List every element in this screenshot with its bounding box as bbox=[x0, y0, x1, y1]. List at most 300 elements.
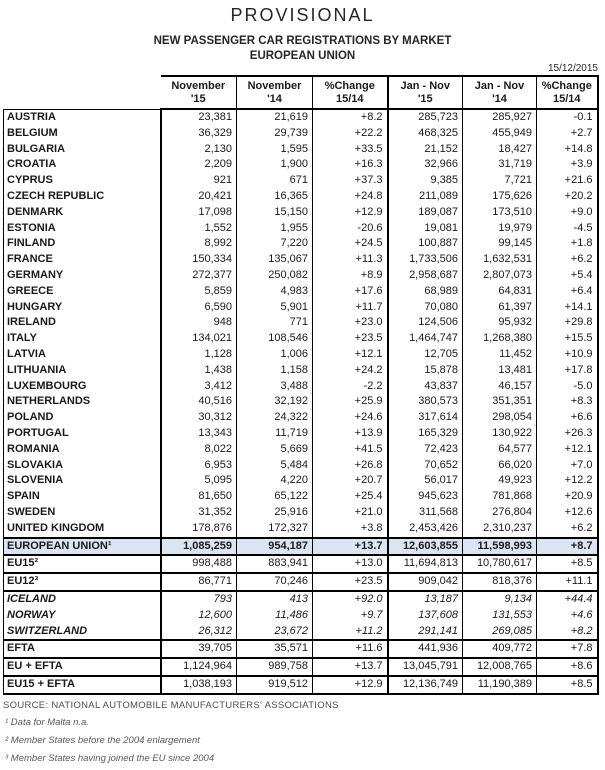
value-cell: 124,506 bbox=[388, 315, 463, 331]
value-cell: 70,246 bbox=[237, 573, 313, 591]
value-cell: +26.3 bbox=[537, 426, 598, 442]
footnote: ² Member States before the 2004 enlargement bbox=[5, 734, 200, 746]
value-cell: 1,158 bbox=[237, 363, 313, 379]
table-row bbox=[4, 173, 598, 189]
value-cell: 13,187 bbox=[388, 591, 463, 608]
value-cell: +24.6 bbox=[313, 410, 388, 426]
column-header-line1: November bbox=[171, 80, 226, 92]
value-cell: +7.0 bbox=[537, 458, 598, 474]
value-cell: +24.8 bbox=[313, 189, 388, 205]
table-header bbox=[4, 76, 598, 109]
column-header-line2: 15/14 bbox=[335, 93, 364, 105]
value-cell: +11.1 bbox=[537, 573, 598, 591]
value-cell: 35,571 bbox=[237, 640, 313, 658]
value-cell: +21.6 bbox=[537, 173, 598, 189]
row-label: EUROPEAN UNION¹ bbox=[4, 538, 161, 556]
value-cell: +13.7 bbox=[313, 658, 388, 676]
value-cell: 135,067 bbox=[237, 252, 313, 268]
value-cell: +11.6 bbox=[313, 640, 388, 658]
value-cell: 3,488 bbox=[237, 379, 313, 395]
column-header bbox=[313, 76, 388, 109]
value-cell: 11,598,993 bbox=[463, 538, 537, 556]
value-cell: 921 bbox=[161, 173, 237, 189]
value-cell: +14.8 bbox=[537, 142, 598, 158]
value-cell: +26.8 bbox=[313, 458, 388, 474]
value-cell: 12,603,855 bbox=[388, 538, 463, 556]
value-cell: 40,516 bbox=[161, 394, 237, 410]
value-cell: +13.9 bbox=[313, 426, 388, 442]
value-cell: +8.5 bbox=[537, 555, 598, 573]
value-cell: 285,927 bbox=[463, 109, 537, 126]
value-cell: 10,780,617 bbox=[463, 555, 537, 573]
value-cell: 11,452 bbox=[463, 347, 537, 363]
column-header-line1: Jan - Nov bbox=[474, 80, 525, 92]
value-cell: 25,916 bbox=[237, 505, 313, 521]
value-cell: 15,150 bbox=[237, 205, 313, 221]
report-date: 15/12/2015 bbox=[547, 63, 598, 74]
value-cell: 12,705 bbox=[388, 347, 463, 363]
table-row bbox=[4, 205, 598, 221]
value-cell: +16.3 bbox=[313, 157, 388, 173]
row-label: EU12³ bbox=[4, 573, 161, 591]
value-cell: 100,887 bbox=[388, 236, 463, 252]
value-cell: 413 bbox=[237, 591, 313, 608]
value-cell: +24.5 bbox=[313, 236, 388, 252]
value-cell: 19,081 bbox=[388, 221, 463, 237]
value-cell: 276,804 bbox=[463, 505, 537, 521]
value-cell: 6,590 bbox=[161, 300, 237, 316]
value-cell: +92.0 bbox=[313, 591, 388, 608]
value-cell: 11,694,813 bbox=[388, 555, 463, 573]
value-cell: 1,900 bbox=[237, 157, 313, 173]
value-cell: 1,632,531 bbox=[463, 252, 537, 268]
column-header-line2: '15 bbox=[190, 93, 206, 105]
value-cell: +11.2 bbox=[313, 624, 388, 641]
value-cell: 8,022 bbox=[161, 442, 237, 458]
table-row bbox=[4, 236, 598, 252]
column-header-line2: 15/14 bbox=[552, 93, 581, 105]
table-row bbox=[4, 284, 598, 300]
value-cell: 95,932 bbox=[463, 315, 537, 331]
row-label: IRELAND bbox=[4, 315, 161, 331]
value-cell: 2,958,687 bbox=[388, 268, 463, 284]
value-cell: 86,771 bbox=[161, 573, 237, 591]
table-row bbox=[4, 591, 598, 608]
row-label: AUSTRIA bbox=[4, 109, 161, 126]
value-cell: 954,187 bbox=[237, 538, 313, 556]
footnotes bbox=[5, 717, 605, 765]
value-cell: 11,190,389 bbox=[463, 676, 537, 694]
row-label: LITHUANIA bbox=[4, 363, 161, 379]
row-label: BULGARIA bbox=[4, 142, 161, 158]
value-cell: +12.9 bbox=[313, 676, 388, 694]
value-cell: 11,719 bbox=[237, 426, 313, 442]
column-header-line1: November bbox=[247, 80, 302, 92]
table-row bbox=[4, 252, 598, 268]
value-cell: 189,087 bbox=[388, 205, 463, 221]
value-cell: -20.6 bbox=[313, 221, 388, 237]
value-cell: +5.4 bbox=[537, 268, 598, 284]
value-cell: 172,327 bbox=[237, 521, 313, 538]
table-row bbox=[4, 394, 598, 410]
value-cell: 2,807,073 bbox=[463, 268, 537, 284]
value-cell: 3,412 bbox=[161, 379, 237, 395]
value-cell: 2,453,426 bbox=[388, 521, 463, 538]
value-cell: +12.6 bbox=[537, 505, 598, 521]
header-row bbox=[4, 76, 598, 109]
value-cell: 18,427 bbox=[463, 142, 537, 158]
value-cell: +25.4 bbox=[313, 489, 388, 505]
footnote: ³ Member States having joined the EU since 2004 bbox=[5, 752, 215, 764]
value-cell: 883,941 bbox=[237, 555, 313, 573]
value-cell: 11,486 bbox=[237, 608, 313, 624]
value-cell: 1,006 bbox=[237, 347, 313, 363]
value-cell: 211,089 bbox=[388, 189, 463, 205]
column-header bbox=[237, 76, 313, 109]
value-cell: 455,949 bbox=[463, 126, 537, 142]
value-cell: 781,868 bbox=[463, 489, 537, 505]
value-cell: +3.8 bbox=[313, 521, 388, 538]
table-row bbox=[4, 555, 598, 573]
value-cell: +6.6 bbox=[537, 410, 598, 426]
row-label: HUNGARY bbox=[4, 300, 161, 316]
value-cell: 5,901 bbox=[237, 300, 313, 316]
value-cell: -5.0 bbox=[537, 379, 598, 395]
row-label: GERMANY bbox=[4, 268, 161, 284]
value-cell: 380,573 bbox=[388, 394, 463, 410]
report-region: EUROPEAN UNION bbox=[249, 50, 356, 62]
registrations-table bbox=[3, 75, 599, 695]
value-cell: 4,220 bbox=[237, 473, 313, 489]
value-cell: 5,484 bbox=[237, 458, 313, 474]
value-cell: 1,128 bbox=[161, 347, 237, 363]
value-cell: 130,922 bbox=[463, 426, 537, 442]
value-cell: +21.0 bbox=[313, 505, 388, 521]
row-label: ESTONIA bbox=[4, 221, 161, 237]
row-label: CROATIA bbox=[4, 157, 161, 173]
value-cell: 165,329 bbox=[388, 426, 463, 442]
value-cell: +8.3 bbox=[537, 394, 598, 410]
value-cell: +12.9 bbox=[313, 205, 388, 221]
value-cell: +8.6 bbox=[537, 658, 598, 676]
value-cell: 818,376 bbox=[463, 573, 537, 591]
row-label: LUXEMBOURG bbox=[4, 379, 161, 395]
value-cell: -4.5 bbox=[537, 221, 598, 237]
value-cell: +6.2 bbox=[537, 252, 598, 268]
table-row bbox=[4, 521, 598, 538]
value-cell: 32,966 bbox=[388, 157, 463, 173]
value-cell: -2.2 bbox=[313, 379, 388, 395]
value-cell: 20,421 bbox=[161, 189, 237, 205]
value-cell: 24,322 bbox=[237, 410, 313, 426]
value-cell: +22.2 bbox=[313, 126, 388, 142]
value-cell: 771 bbox=[237, 315, 313, 331]
header-corner-blank bbox=[4, 76, 161, 109]
value-cell: +20.2 bbox=[537, 189, 598, 205]
value-cell: +12.2 bbox=[537, 473, 598, 489]
value-cell: 317,614 bbox=[388, 410, 463, 426]
value-cell: 150,334 bbox=[161, 252, 237, 268]
value-cell: +29.8 bbox=[537, 315, 598, 331]
value-cell: +3.9 bbox=[537, 157, 598, 173]
value-cell: 2,209 bbox=[161, 157, 237, 173]
value-cell: 1,438 bbox=[161, 363, 237, 379]
value-cell: +11.7 bbox=[313, 300, 388, 316]
value-cell: 173,510 bbox=[463, 205, 537, 221]
value-cell: 16,365 bbox=[237, 189, 313, 205]
value-cell: 39,705 bbox=[161, 640, 237, 658]
value-cell: +1.8 bbox=[537, 236, 598, 252]
value-cell: 351,351 bbox=[463, 394, 537, 410]
value-cell: 134,021 bbox=[161, 331, 237, 347]
value-cell: 70,652 bbox=[388, 458, 463, 474]
value-cell: 31,352 bbox=[161, 505, 237, 521]
value-cell: 1,955 bbox=[237, 221, 313, 237]
value-cell: 5,669 bbox=[237, 442, 313, 458]
report-subtitle: NEW PASSENGER CAR REGISTRATIONS BY MARKET bbox=[153, 35, 452, 47]
table-row bbox=[4, 489, 598, 505]
value-cell: 998,488 bbox=[161, 555, 237, 573]
table-row bbox=[4, 505, 598, 521]
value-cell: 2,310,237 bbox=[463, 521, 537, 538]
value-cell: +37.3 bbox=[313, 173, 388, 189]
row-label: SLOVAKIA bbox=[4, 458, 161, 474]
value-cell: 137,608 bbox=[388, 608, 463, 624]
value-cell: 70,080 bbox=[388, 300, 463, 316]
table-row bbox=[4, 676, 598, 694]
value-cell: +17.6 bbox=[313, 284, 388, 300]
value-cell: +9.7 bbox=[313, 608, 388, 624]
column-header-line2: '14 bbox=[492, 93, 507, 105]
value-cell: 49,923 bbox=[463, 473, 537, 489]
row-label: FINLAND bbox=[4, 236, 161, 252]
value-cell: +12.1 bbox=[537, 442, 598, 458]
value-cell: 919,512 bbox=[237, 676, 313, 694]
value-cell: 15,878 bbox=[388, 363, 463, 379]
value-cell: +6.2 bbox=[537, 521, 598, 538]
value-cell: +15.5 bbox=[537, 331, 598, 347]
column-header bbox=[463, 76, 537, 109]
row-label: EU15 + EFTA bbox=[4, 676, 161, 694]
page-title: PROVISIONAL bbox=[230, 5, 375, 25]
table-row bbox=[4, 458, 598, 474]
table-row bbox=[4, 331, 598, 347]
value-cell: +8.5 bbox=[537, 676, 598, 694]
value-cell: 7,220 bbox=[237, 236, 313, 252]
value-cell: +24.2 bbox=[313, 363, 388, 379]
column-header bbox=[388, 76, 463, 109]
value-cell: 409,772 bbox=[463, 640, 537, 658]
value-cell: 56,017 bbox=[388, 473, 463, 489]
value-cell: 61,397 bbox=[463, 300, 537, 316]
value-cell: 68,989 bbox=[388, 284, 463, 300]
row-label: SPAIN bbox=[4, 489, 161, 505]
value-cell: 1,268,380 bbox=[463, 331, 537, 347]
value-cell: 272,377 bbox=[161, 268, 237, 284]
value-cell: 43,837 bbox=[388, 379, 463, 395]
table-row bbox=[4, 268, 598, 284]
value-cell: +10.9 bbox=[537, 347, 598, 363]
table-row bbox=[4, 473, 598, 489]
value-cell: 1,085,259 bbox=[161, 538, 237, 556]
value-cell: 1,038,193 bbox=[161, 676, 237, 694]
value-cell: 4,983 bbox=[237, 284, 313, 300]
value-cell: 81,650 bbox=[161, 489, 237, 505]
value-cell: 441,936 bbox=[388, 640, 463, 658]
row-label: UNITED KINGDOM bbox=[4, 521, 161, 538]
row-label: SWEDEN bbox=[4, 505, 161, 521]
value-cell: 21,152 bbox=[388, 142, 463, 158]
table-row bbox=[4, 608, 598, 624]
value-cell: 31,719 bbox=[463, 157, 537, 173]
row-label: GREECE bbox=[4, 284, 161, 300]
value-cell: +8.2 bbox=[537, 624, 598, 641]
table-row bbox=[4, 142, 598, 158]
value-cell: 65,122 bbox=[237, 489, 313, 505]
row-label: CYPRUS bbox=[4, 173, 161, 189]
value-cell: 1,464,747 bbox=[388, 331, 463, 347]
value-cell: 2,130 bbox=[161, 142, 237, 158]
value-cell: 13,045,791 bbox=[388, 658, 463, 676]
value-cell: +6.4 bbox=[537, 284, 598, 300]
value-cell: 32,192 bbox=[237, 394, 313, 410]
value-cell: +2.7 bbox=[537, 126, 598, 142]
column-header-line1: Jan - Nov bbox=[400, 80, 450, 92]
value-cell: 12,008,765 bbox=[463, 658, 537, 676]
value-cell: +23.0 bbox=[313, 315, 388, 331]
value-cell: +13.0 bbox=[313, 555, 388, 573]
value-cell: +8.2 bbox=[313, 109, 388, 126]
row-label: SLOVENIA bbox=[4, 473, 161, 489]
row-label: EFTA bbox=[4, 640, 161, 658]
value-cell: 64,831 bbox=[463, 284, 537, 300]
value-cell: 108,546 bbox=[237, 331, 313, 347]
table-row bbox=[4, 189, 598, 205]
value-cell: 13,343 bbox=[161, 426, 237, 442]
value-cell: 5,095 bbox=[161, 473, 237, 489]
row-label: ICELAND bbox=[4, 591, 161, 608]
table-row bbox=[4, 109, 598, 126]
value-cell: +8.7 bbox=[537, 538, 598, 556]
value-cell: +23.5 bbox=[313, 573, 388, 591]
value-cell: +41.5 bbox=[313, 442, 388, 458]
value-cell: +12.1 bbox=[313, 347, 388, 363]
value-cell: 291,141 bbox=[388, 624, 463, 641]
row-label: NETHERLANDS bbox=[4, 394, 161, 410]
value-cell: 989,758 bbox=[237, 658, 313, 676]
value-cell: 9,385 bbox=[388, 173, 463, 189]
table-row bbox=[4, 221, 598, 237]
value-cell: +33.5 bbox=[313, 142, 388, 158]
column-header bbox=[537, 76, 598, 109]
value-cell: 671 bbox=[237, 173, 313, 189]
row-label: FRANCE bbox=[4, 252, 161, 268]
column-header bbox=[161, 76, 237, 109]
value-cell: 64,577 bbox=[463, 442, 537, 458]
value-cell: 66,020 bbox=[463, 458, 537, 474]
value-cell: 311,568 bbox=[388, 505, 463, 521]
table-row bbox=[4, 363, 598, 379]
value-cell: 269,085 bbox=[463, 624, 537, 641]
value-cell: 9,134 bbox=[463, 591, 537, 608]
row-label: EU15² bbox=[4, 555, 161, 573]
value-cell: 948 bbox=[161, 315, 237, 331]
value-cell: +44.4 bbox=[537, 591, 598, 608]
row-label: LATVIA bbox=[4, 347, 161, 363]
value-cell: 72,423 bbox=[388, 442, 463, 458]
table-body bbox=[4, 109, 598, 694]
row-label: PORTUGAL bbox=[4, 426, 161, 442]
row-label: CZECH REPUBLIC bbox=[4, 189, 161, 205]
value-cell: 298,054 bbox=[463, 410, 537, 426]
table-row bbox=[4, 538, 598, 556]
value-cell: 23,381 bbox=[161, 109, 237, 126]
column-header-line2: '14 bbox=[267, 93, 282, 105]
table-row bbox=[4, 442, 598, 458]
row-label: ITALY bbox=[4, 331, 161, 347]
value-cell: +8.9 bbox=[313, 268, 388, 284]
table-row bbox=[4, 640, 598, 658]
value-cell: 36,329 bbox=[161, 126, 237, 142]
value-cell: +20.7 bbox=[313, 473, 388, 489]
value-cell: 178,876 bbox=[161, 521, 237, 538]
column-header-line2: '15 bbox=[417, 93, 433, 105]
value-cell: 6,953 bbox=[161, 458, 237, 474]
table-row bbox=[4, 315, 598, 331]
row-label: POLAND bbox=[4, 410, 161, 426]
column-header-line1: %Change bbox=[541, 80, 592, 92]
value-cell: 30,312 bbox=[161, 410, 237, 426]
row-label: SWITZERLAND bbox=[4, 624, 161, 641]
value-cell: +11.3 bbox=[313, 252, 388, 268]
column-header-line1: %Change bbox=[324, 80, 375, 92]
value-cell: +23.5 bbox=[313, 331, 388, 347]
value-cell: +20.9 bbox=[537, 489, 598, 505]
value-cell: 8,992 bbox=[161, 236, 237, 252]
value-cell: 12,600 bbox=[161, 608, 237, 624]
table-row bbox=[4, 157, 598, 173]
row-label: NORWAY bbox=[4, 608, 161, 624]
value-cell: 13,481 bbox=[463, 363, 537, 379]
value-cell: 17,098 bbox=[161, 205, 237, 221]
table-row bbox=[4, 347, 598, 363]
table-row bbox=[4, 573, 598, 591]
value-cell: 46,157 bbox=[463, 379, 537, 395]
table-row bbox=[4, 624, 598, 641]
source-line: SOURCE: NATIONAL AUTOMOBILE MANUFACTURERS' ASSOCIATIONS bbox=[3, 699, 339, 711]
value-cell: +7.8 bbox=[537, 640, 598, 658]
value-cell: 23,672 bbox=[237, 624, 313, 641]
value-cell: 26,312 bbox=[161, 624, 237, 641]
value-cell: 7,721 bbox=[463, 173, 537, 189]
value-cell: 285,723 bbox=[388, 109, 463, 126]
row-label: EU + EFTA bbox=[4, 658, 161, 676]
value-cell: -0.1 bbox=[537, 109, 598, 126]
value-cell: +4.6 bbox=[537, 608, 598, 624]
value-cell: 131,553 bbox=[463, 608, 537, 624]
value-cell: 945,623 bbox=[388, 489, 463, 505]
value-cell: 1,595 bbox=[237, 142, 313, 158]
value-cell: 1,124,964 bbox=[161, 658, 237, 676]
table-row bbox=[4, 410, 598, 426]
table-row bbox=[4, 658, 598, 676]
value-cell: 99,145 bbox=[463, 236, 537, 252]
value-cell: +17.8 bbox=[537, 363, 598, 379]
table-row bbox=[4, 126, 598, 142]
value-cell: +9.0 bbox=[537, 205, 598, 221]
value-cell: 12,136,749 bbox=[388, 676, 463, 694]
value-cell: +13.7 bbox=[313, 538, 388, 556]
